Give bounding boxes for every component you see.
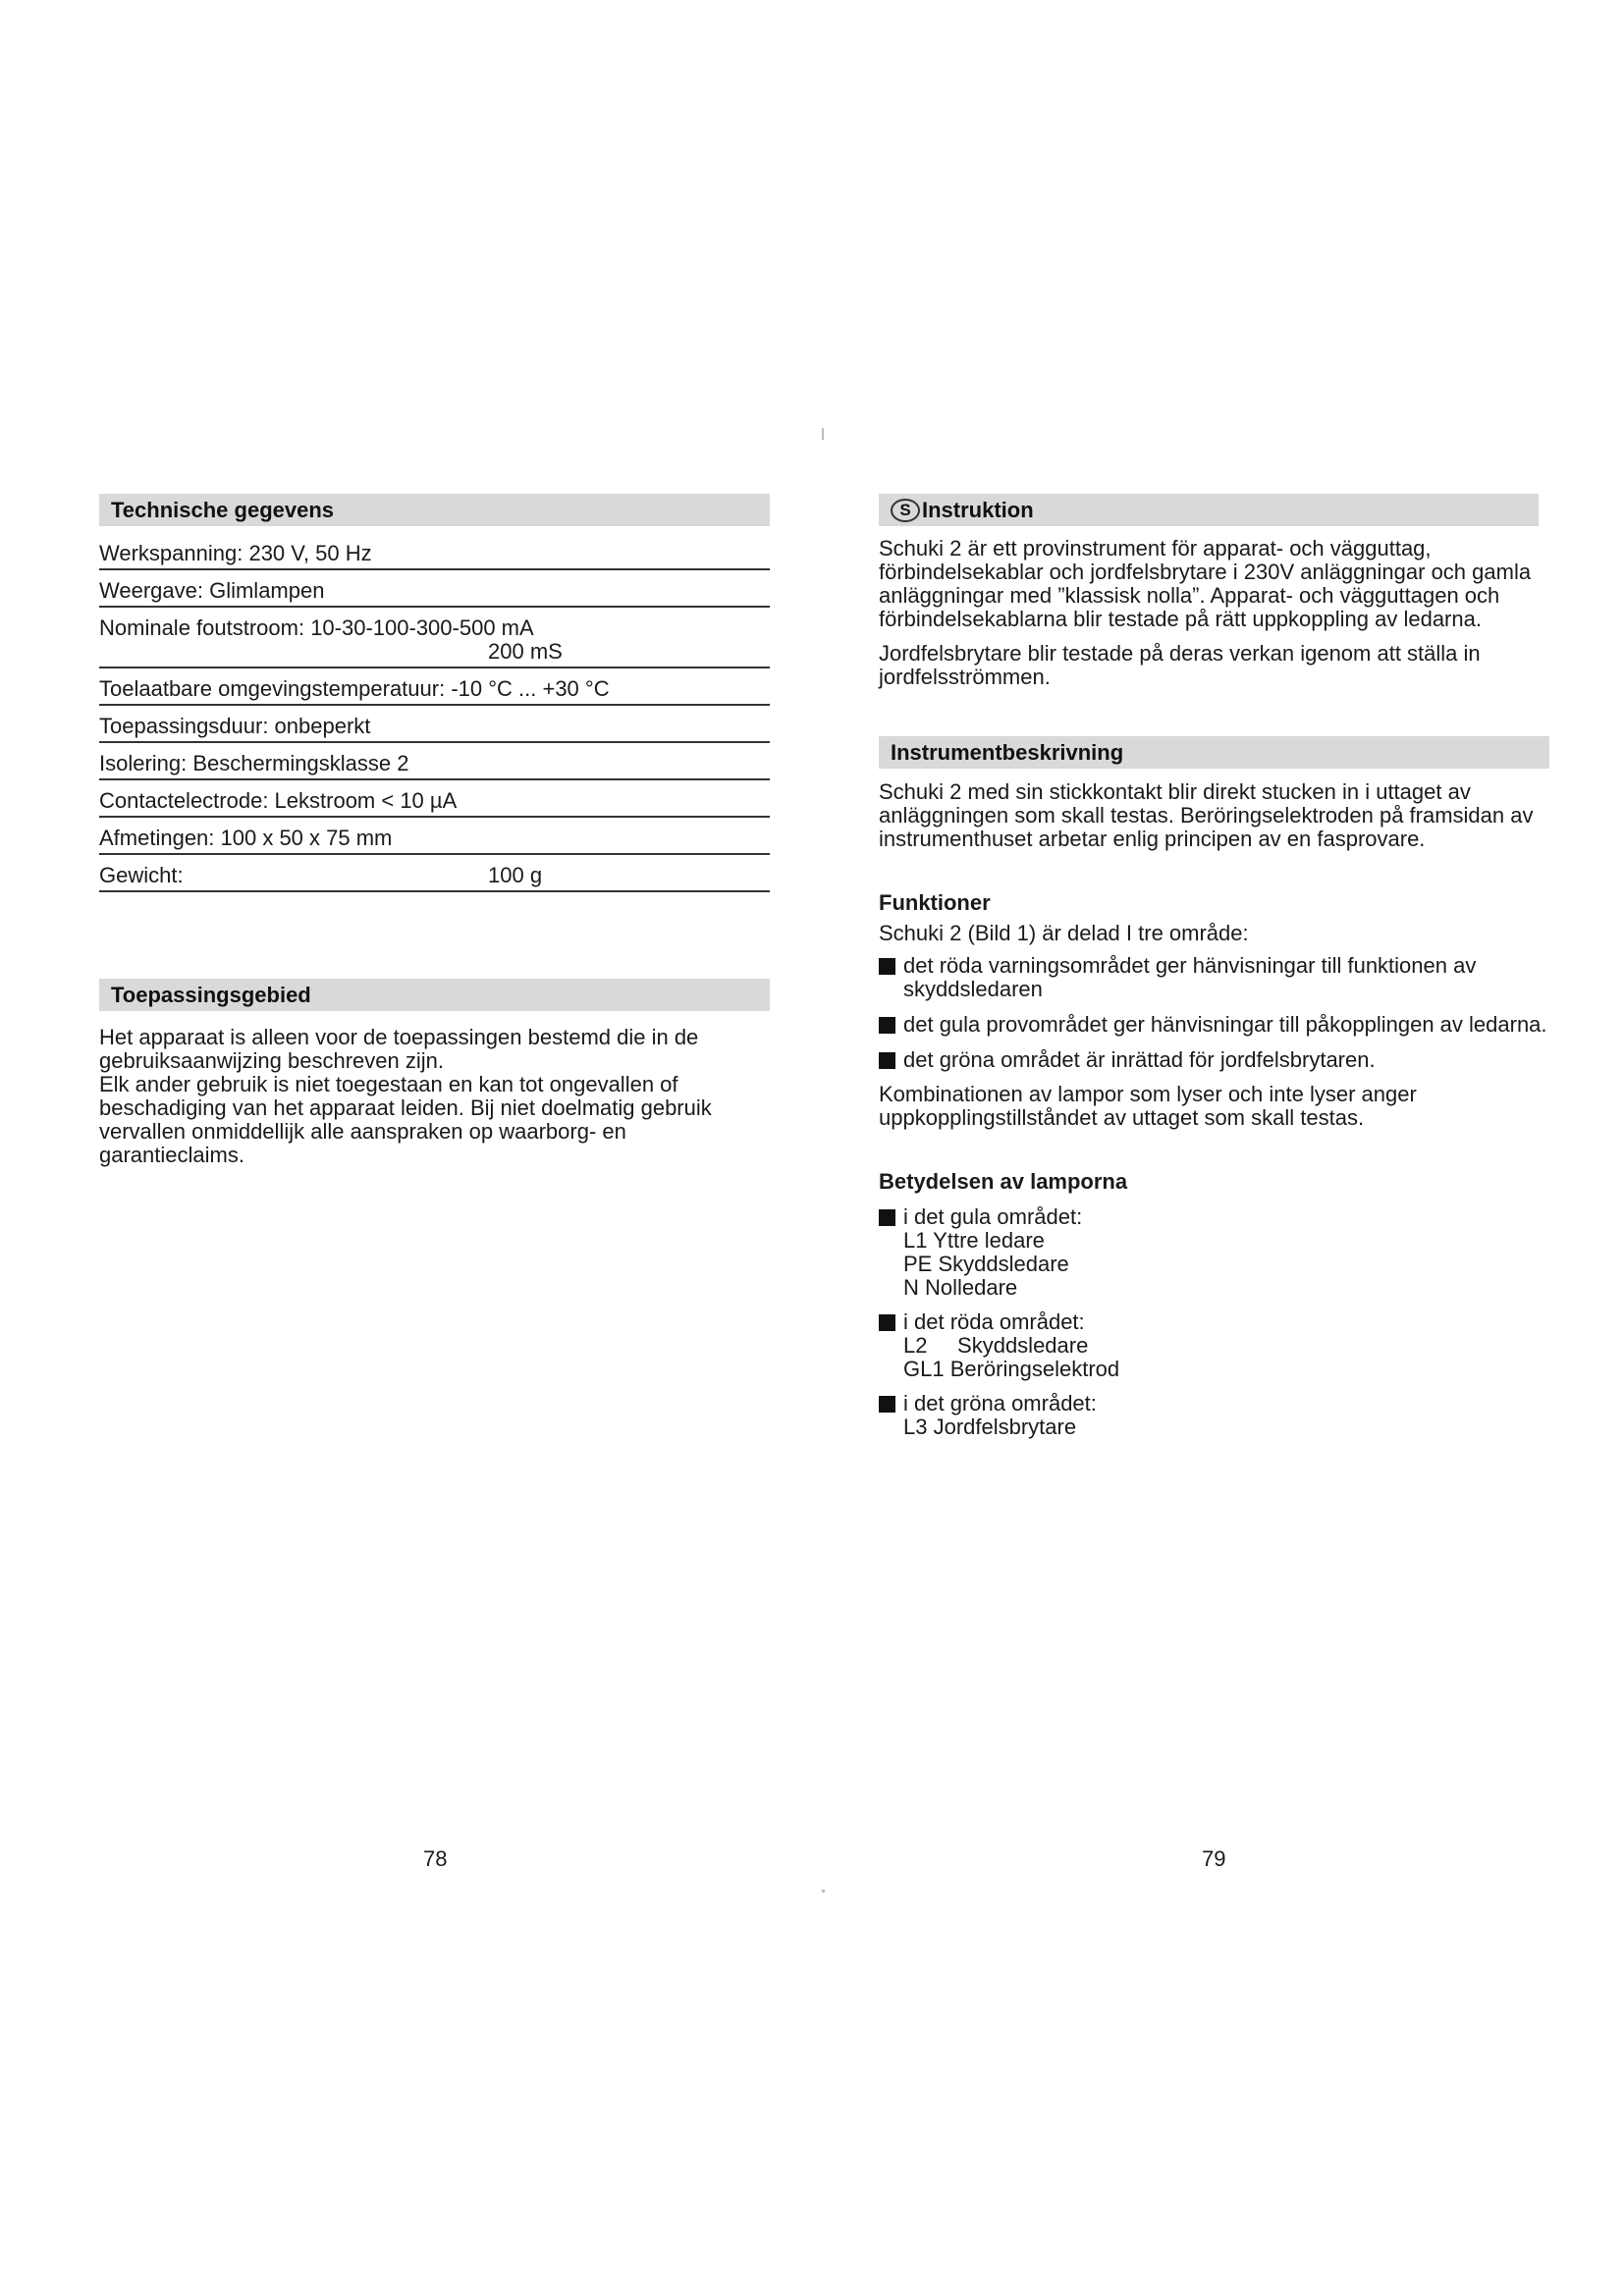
tech-section-header xyxy=(99,494,770,526)
instrument-section-header xyxy=(879,736,1549,769)
spec-row: Nominale foutstroom: 10-30-100-300-500 mA 200 mS xyxy=(99,608,770,668)
spec-row-sub: 200 mS xyxy=(488,639,563,664)
toepassing-section-title: Toepassingsgebied xyxy=(111,982,311,1007)
lamp-groups xyxy=(879,1205,1549,1439)
weight-value: 100 g xyxy=(488,863,543,887)
bullet-square-icon xyxy=(879,1314,895,1331)
instruktion-text-2: Jordfelsbrytare blir testade på deras verkan igenom att ställa in jordfelsströmmen. xyxy=(879,641,1481,689)
scan-mark-top xyxy=(822,428,824,440)
page-number-right: 79 xyxy=(1202,1846,1226,1871)
instruktion-section-header xyxy=(879,494,1539,526)
tech-spec-list xyxy=(99,533,770,892)
toepassing-text-1: Het apparaat is alleen voor de toepassingen bestemd die in de gebruiksaanwijzing beschreven zijn. xyxy=(99,1025,699,1073)
bullet-square-icon xyxy=(879,1017,895,1034)
scan-mark-bottom xyxy=(822,1890,825,1893)
list-item: det gula provområdet ger hänvisningar till påkopplingen av ledarna. xyxy=(879,1013,1549,1037)
instruktion-section-title: Instruktion xyxy=(922,497,1034,522)
right-page xyxy=(879,494,1549,1439)
lamp-group: i det gula området: L1 Yttre ledare PE Skyddsledare N Nolledare xyxy=(879,1205,1549,1300)
funktioner-heading: Funktioner xyxy=(879,890,991,915)
funktioner-outro: Kombinationen av lampor som lyser och inte lyser anger uppkopplingstillståndet av uttaget som skall testas. xyxy=(879,1082,1417,1130)
instrument-section-title: Instrumentbeskrivning xyxy=(891,739,1124,765)
language-badge-icon: S xyxy=(891,499,920,522)
tech-section-title: Technische gegevens xyxy=(111,497,335,522)
instrument-text: Schuki 2 med sin stickkontakt blir direkt stucken in i uttaget av anläggningen som skall testas. Beröringselektroden på framsidan av instrumenthuset arbetar enlig principen av en fasprovare. xyxy=(879,779,1534,851)
list-item: det röda varningsområdet ger hänvisningar till funktionen av skyddsledaren xyxy=(879,954,1549,1001)
bullet-square-icon xyxy=(879,1396,895,1413)
page-number-left: 78 xyxy=(423,1846,448,1871)
spec-row: Contactelectrode: Lekstroom < 10 µA xyxy=(99,780,770,818)
spec-row: Toepassingsduur: onbeperkt xyxy=(99,706,770,743)
spec-row: Werkspanning: 230 V, 50 Hz xyxy=(99,533,770,570)
lamp-group: i det röda området: L2 Skyddsledare GL1 Beröringselektrod xyxy=(879,1310,1549,1381)
left-page xyxy=(99,494,770,1167)
spec-row: Toelaatbare omgevingstemperatuur: -10 °C ... +30 °C xyxy=(99,668,770,706)
spec-row-weight xyxy=(99,855,770,892)
instruktion-text-1: Schuki 2 är ett provinstrument för apparat- och vägguttag, förbindelsekablar och jordfelsbrytare i 230V anläggningar och gamla anläggningar med ”klassisk nolla”. Apparat- och vägguttagen och förbindelsekablarna blir testade på rätt uppkoppling av ledarna. xyxy=(879,536,1532,631)
funktioner-list xyxy=(879,954,1549,1072)
bullet-square-icon xyxy=(879,958,895,975)
toepassing-text-2: Elk ander gebruik is niet toegestaan en kan tot ongevallen of beschadiging van het apparaat leiden. Bij niet doelmatig gebruik vervallen onmiddellijk alle aanspraken op waarborg- en garantieclaims. xyxy=(99,1072,712,1167)
spec-row: Afmetingen: 100 x 50 x 75 mm xyxy=(99,818,770,855)
funktioner-intro: Schuki 2 (Bild 1) är delad I tre område: xyxy=(879,921,1249,945)
lamp-group: i det gröna området: L3 Jordfelsbrytare xyxy=(879,1392,1549,1439)
list-item: det gröna området är inrättad för jordfelsbrytaren. xyxy=(879,1048,1549,1072)
spec-row: Weergave: Glimlampen xyxy=(99,570,770,608)
bullet-square-icon xyxy=(879,1209,895,1226)
betydelsen-heading: Betydelsen av lamporna xyxy=(879,1169,1128,1194)
spec-row: Isolering: Beschermingsklasse 2 xyxy=(99,743,770,780)
weight-label: Gewicht: xyxy=(99,863,184,887)
toepassing-section-header xyxy=(99,979,770,1011)
bullet-square-icon xyxy=(879,1052,895,1069)
